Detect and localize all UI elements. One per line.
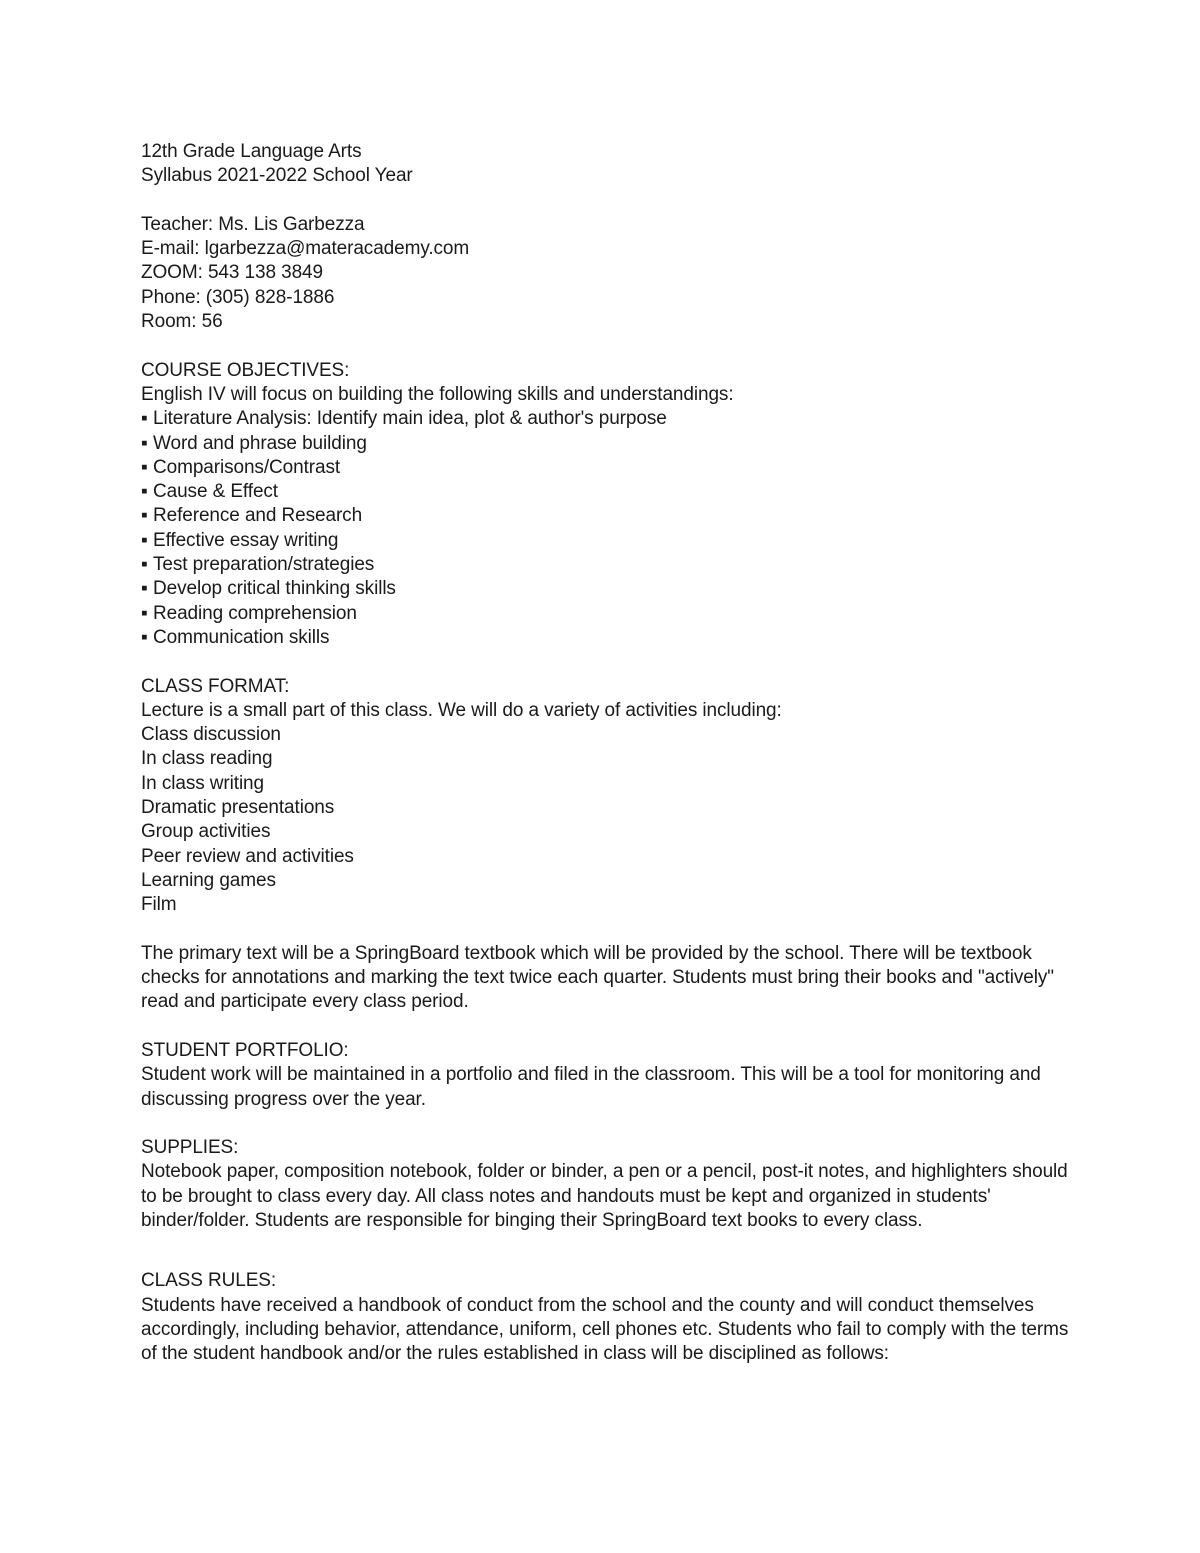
spacer <box>141 1112 1071 1136</box>
section-body: Notebook paper, composition notebook, folder or binder, a pen or a pencil, post-it notes, and highlighters should to be brought to class every day. All class notes and handouts must be kept and organized in students' binder/folder. Students are responsible for binging their SpringBoard text books to every class. <box>141 1161 1068 1232</box>
list-item: Dramatic presentations <box>141 797 335 819</box>
section-heading: SUPPLIES: <box>141 1137 239 1159</box>
syllabus-document <box>141 140 1071 1367</box>
list-item: ▪ Develop critical thinking skills <box>141 577 1071 601</box>
list-item: In class reading <box>141 748 273 770</box>
list-item: ▪ Comparisons/Contrast <box>141 456 1071 480</box>
list-item: ▪ Literature Analysis: Identify main idea, plot & author's purpose <box>141 407 1071 431</box>
list-item: ▪ Cause & Effect <box>141 480 1071 504</box>
bullet-icon: ▪ <box>141 456 148 478</box>
course-objectives-section <box>141 359 1071 651</box>
section-intro: English IV will focus on building the following skills and understandings: <box>141 383 734 405</box>
textbook-paragraph: The primary text will be a SpringBoard textbook which will be provided by the school. There will be textbook checks for annotations and marking the text twice each quarter. Students must bring their books and "actively" read and participate every class period. <box>141 942 1054 1013</box>
spacer <box>141 918 1071 942</box>
objectives-list <box>141 407 1071 650</box>
list-item: Peer review and activities <box>141 845 354 867</box>
bullet-icon: ▪ <box>141 432 148 454</box>
bullet-icon: ▪ <box>141 626 148 648</box>
class-rules-section <box>141 1269 1071 1366</box>
class-format-section <box>141 675 1071 1015</box>
list-item: Learning games <box>141 869 276 891</box>
spacer <box>141 650 1071 674</box>
list-item: Film <box>141 894 177 916</box>
section-heading: CLASS RULES: <box>141 1270 277 1292</box>
spacer <box>141 334 1071 358</box>
document-subtitle: Syllabus 2021-2022 School Year <box>141 165 413 187</box>
room-line: Room: 56 <box>141 311 223 333</box>
zoom-line: ZOOM: 543 138 3849 <box>141 262 323 284</box>
section-heading: CLASS FORMAT: <box>141 675 290 697</box>
section-heading: COURSE OBJECTIVES: <box>141 359 350 381</box>
list-item: ▪ Communication skills <box>141 626 1071 650</box>
bullet-icon: ▪ <box>141 578 148 600</box>
supplies-section <box>141 1136 1071 1233</box>
bullet-icon: ▪ <box>141 408 148 430</box>
student-portfolio-section <box>141 1039 1071 1112</box>
bullet-icon: ▪ <box>141 602 148 624</box>
section-heading: STUDENT PORTFOLIO: <box>141 1039 349 1061</box>
list-item: ▪ Effective essay writing <box>141 529 1071 553</box>
teacher-line: Teacher: Ms. Lis Garbezza <box>141 213 365 235</box>
phone-line: Phone: (305) 828-1886 <box>141 286 335 308</box>
bullet-icon: ▪ <box>141 554 148 576</box>
list-item: ▪ Reading comprehension <box>141 602 1071 626</box>
section-intro: Lecture is a small part of this class. We will do a variety of activities including: <box>141 699 782 721</box>
section-body: Students have received a handbook of conduct from the school and the county and will conduct themselves accordingly, including behavior, attendance, uniform, cell phones etc. Students who fail to comply with the terms of the student handbook and/or the rules established in class will be disciplined as follows: <box>141 1294 1069 1365</box>
list-item: In class writing <box>141 772 264 794</box>
list-item: Class discussion <box>141 724 281 746</box>
list-item: Group activities <box>141 821 271 843</box>
section-body: Student work will be maintained in a portfolio and filed in the classroom. This will be a tool for monitoring and discussing progress over the year. <box>141 1064 1041 1110</box>
list-item: ▪ Test preparation/strategies <box>141 553 1071 577</box>
bullet-icon: ▪ <box>141 505 148 527</box>
list-item: ▪ Reference and Research <box>141 504 1071 528</box>
spacer <box>141 1233 1071 1269</box>
contact-block <box>141 213 1071 334</box>
bullet-icon: ▪ <box>141 529 148 551</box>
list-item: ▪ Word and phrase building <box>141 432 1071 456</box>
email-line: E-mail: lgarbezza@materacademy.com <box>141 238 470 260</box>
spacer <box>141 1015 1071 1039</box>
bullet-icon: ▪ <box>141 481 148 503</box>
document-title: 12th Grade Language Arts <box>141 141 362 162</box>
spacer <box>141 189 1071 213</box>
